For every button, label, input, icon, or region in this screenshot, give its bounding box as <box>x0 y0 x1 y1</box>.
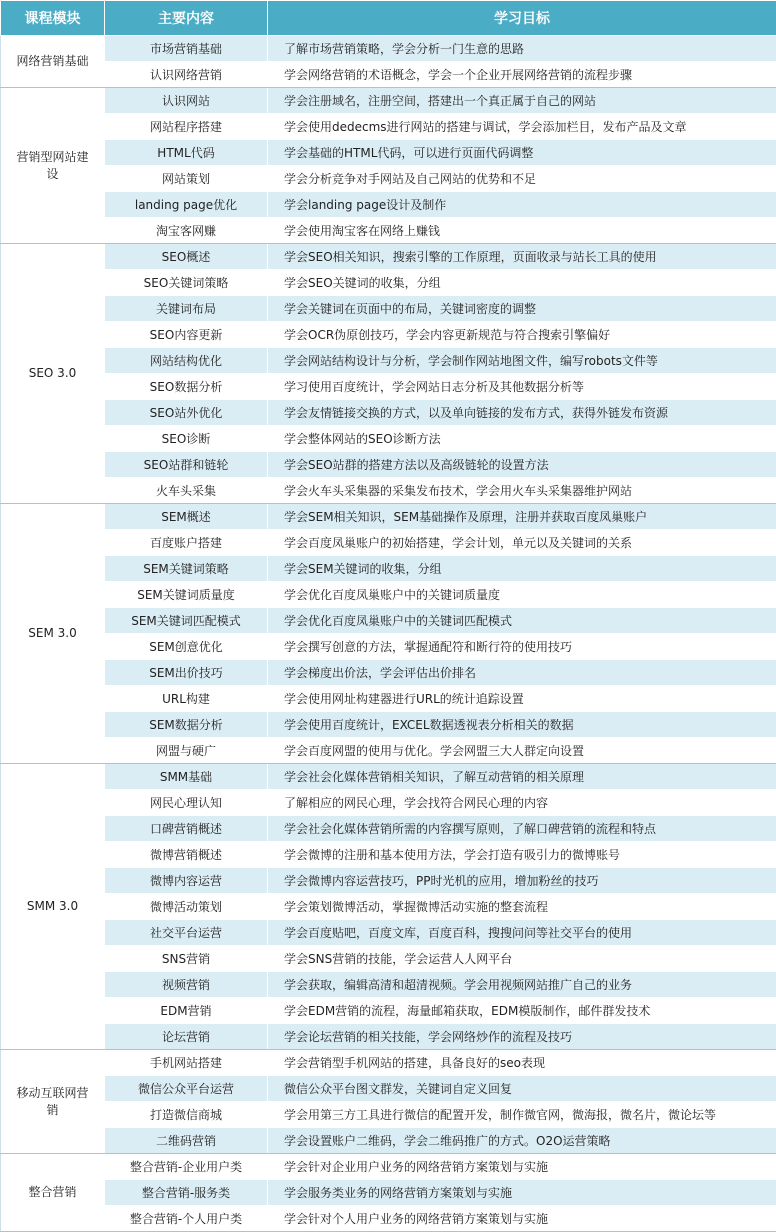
topic-cell: SEO站群和链轮 <box>105 452 268 478</box>
goal-cell: 学会分析竞争对手网站及自己网站的优势和不足 <box>268 166 776 192</box>
table-row <box>1 712 776 738</box>
table-row <box>1 894 776 920</box>
goal-cell: 学会火车头采集器的采集发布技术，学会用火车头采集器维护网站 <box>268 478 776 504</box>
topic-cell: SEO概述 <box>105 244 268 270</box>
table-row <box>1 972 776 998</box>
table-row <box>1 452 776 478</box>
topic-cell: SEM关键词匹配模式 <box>105 608 268 634</box>
topic-cell: SMM基础 <box>105 764 268 790</box>
table-row <box>1 1102 776 1128</box>
table-row <box>1 88 776 114</box>
topic-cell: 百度账户搭建 <box>105 530 268 556</box>
topic-cell: 视频营销 <box>105 972 268 998</box>
table-row <box>1 1128 776 1154</box>
goal-cell: 学会SNS营销的技能，学会运营人人网平台 <box>268 946 776 972</box>
table-row <box>1 686 776 712</box>
table-row <box>1 608 776 634</box>
goal-cell: 学会使用dedecms进行网站的搭建与调试，学会添加栏目，发布产品及文章 <box>268 114 776 140</box>
goal-cell: 学会微博的注册和基本使用方法，学会打造有吸引力的微博账号 <box>268 842 776 868</box>
goal-cell: 微信公众平台图文群发，关键词自定义回复 <box>268 1076 776 1102</box>
goal-cell: 学会注册域名，注册空间，搭建出一个真正属于自己的网站 <box>268 88 776 114</box>
topic-cell: 认识网站 <box>105 88 268 114</box>
goal-cell: 学会landing page设计及制作 <box>268 192 776 218</box>
goal-cell: 学会撰写创意的方法，掌握通配符和断行符的使用技巧 <box>268 634 776 660</box>
goal-cell: 学会友情链接交换的方式，以及单向链接的发布方式，获得外链发布资源 <box>268 400 776 426</box>
topic-cell: 口碑营销概述 <box>105 816 268 842</box>
topic-cell: 微博内容运营 <box>105 868 268 894</box>
goal-cell: 学会SEO相关知识，搜索引擎的工作原理，页面收录与站长工具的使用 <box>268 244 776 270</box>
table-row <box>1 218 776 244</box>
goal-cell: 学会营销型手机网站的搭建，具备良好的seo表现 <box>268 1050 776 1076</box>
table-row <box>1 790 776 816</box>
table-row <box>1 660 776 686</box>
goal-cell: 学会论坛营销的相关技能，学会网络炒作的流程及技巧 <box>268 1024 776 1050</box>
goal-cell: 学会针对个人用户业务的网络营销方案策划与实施 <box>268 1206 776 1232</box>
table-row <box>1 1206 776 1232</box>
topic-cell: SEM关键词质量度 <box>105 582 268 608</box>
table-row <box>1 270 776 296</box>
table-row <box>1 556 776 582</box>
table-row <box>1 1154 776 1180</box>
table-row <box>1 842 776 868</box>
module-cell: 移动互联网营销 <box>1 1050 105 1154</box>
goal-cell: 学习使用百度统计，学会网站日志分析及其他数据分析等 <box>268 374 776 400</box>
topic-cell: 整合营销-企业用户类 <box>105 1154 268 1180</box>
topic-cell: 网盟与硬广 <box>105 738 268 764</box>
goal-cell: 学会社会化媒体营销所需的内容撰写原则，了解口碑营销的流程和特点 <box>268 816 776 842</box>
table-row <box>1 192 776 218</box>
table-row <box>1 426 776 452</box>
topic-cell: URL构建 <box>105 686 268 712</box>
table-row <box>1 868 776 894</box>
topic-cell: SEO诊断 <box>105 426 268 452</box>
goal-cell: 学会SEM关键词的收集，分组 <box>268 556 776 582</box>
topic-cell: SNS营销 <box>105 946 268 972</box>
goal-cell: 学会整体网站的SEO诊断方法 <box>268 426 776 452</box>
goal-cell: 学会获取，编辑高清和超清视频。学会用视频网站推广自己的业务 <box>268 972 776 998</box>
goal-cell: 学会用第三方工具进行微信的配置开发，制作微官网，微海报，微名片，微论坛等 <box>268 1102 776 1128</box>
table-row <box>1 322 776 348</box>
goal-cell: 学会百度凤巢账户的初始搭建，学会计划，单元以及关键词的关系 <box>268 530 776 556</box>
goal-cell: 学会优化百度凤巢账户中的关键词匹配模式 <box>268 608 776 634</box>
topic-cell: 打造微信商城 <box>105 1102 268 1128</box>
table-row <box>1 764 776 790</box>
goal-cell: 了解市场营销策略，学会分析一门生意的思路 <box>268 36 776 62</box>
goal-cell: 学会使用百度统计，EXCEL数据透视表分析相关的数据 <box>268 712 776 738</box>
topic-cell: 网民心理认知 <box>105 790 268 816</box>
topic-cell: 社交平台运营 <box>105 920 268 946</box>
table-body <box>1 36 776 1232</box>
topic-cell: SEM数据分析 <box>105 712 268 738</box>
topic-cell: 淘宝客网赚 <box>105 218 268 244</box>
table-row <box>1 530 776 556</box>
table-row <box>1 296 776 322</box>
goal-cell: 学会关键词在页面中的布局，关键词密度的调整 <box>268 296 776 322</box>
table-row <box>1 400 776 426</box>
topic-cell: 微信公众平台运营 <box>105 1076 268 1102</box>
table-row <box>1 920 776 946</box>
goal-cell: 了解相应的网民心理，学会找符合网民心理的内容 <box>268 790 776 816</box>
header-module: 课程模块 <box>1 1 105 36</box>
topic-cell: 微博营销概述 <box>105 842 268 868</box>
table-row <box>1 998 776 1024</box>
goal-cell: 学会梯度出价法，学会评估出价排名 <box>268 660 776 686</box>
table-row <box>1 348 776 374</box>
topic-cell: SEO关键词策略 <box>105 270 268 296</box>
topic-cell: 整合营销-服务类 <box>105 1180 268 1206</box>
goal-cell: 学会策划微博活动，掌握微博活动实施的整套流程 <box>268 894 776 920</box>
table-row <box>1 166 776 192</box>
topic-cell: 网站策划 <box>105 166 268 192</box>
goal-cell: 学会优化百度凤巢账户中的关键词质量度 <box>268 582 776 608</box>
header-content: 主要内容 <box>105 1 268 36</box>
topic-cell: EDM营销 <box>105 998 268 1024</box>
goal-cell: 学会使用淘宝客在网络上赚钱 <box>268 218 776 244</box>
topic-cell: 整合营销-个人用户类 <box>105 1206 268 1232</box>
table-row <box>1 1180 776 1206</box>
table-row <box>1 738 776 764</box>
table-row <box>1 244 776 270</box>
table-row <box>1 582 776 608</box>
goal-cell: 学会SEM相关知识，SEM基础操作及原理，注册并获取百度凤巢账户 <box>268 504 776 530</box>
module-cell: SEM 3.0 <box>1 504 105 764</box>
topic-cell: 网站结构优化 <box>105 348 268 374</box>
goal-cell: 学会社会化媒体营销相关知识，了解互动营销的相关原理 <box>268 764 776 790</box>
table-row <box>1 504 776 530</box>
goal-cell: 学会SEO关键词的收集，分组 <box>268 270 776 296</box>
topic-cell: 二维码营销 <box>105 1128 268 1154</box>
goal-cell: 学会针对企业用户业务的网络营销方案策划与实施 <box>268 1154 776 1180</box>
goal-cell: 学会微博内容运营技巧，PP时光机的应用，增加粉丝的技巧 <box>268 868 776 894</box>
topic-cell: SEM关键词策略 <box>105 556 268 582</box>
header-goal: 学习目标 <box>268 1 776 36</box>
topic-cell: 市场营销基础 <box>105 36 268 62</box>
goal-cell: 学会使用网址构建器进行URL的统计追踪设置 <box>268 686 776 712</box>
table-row <box>1 114 776 140</box>
table-row <box>1 816 776 842</box>
goal-cell: 学会百度网盟的使用与优化。学会网盟三大人群定向设置 <box>268 738 776 764</box>
topic-cell: SEO内容更新 <box>105 322 268 348</box>
module-cell: SEO 3.0 <box>1 244 105 504</box>
module-cell: 网络营销基础 <box>1 36 105 88</box>
table-row <box>1 1024 776 1050</box>
table-row <box>1 140 776 166</box>
topic-cell: SEM创意优化 <box>105 634 268 660</box>
topic-cell: 微博活动策划 <box>105 894 268 920</box>
table-row <box>1 36 776 62</box>
goal-cell: 学会百度贴吧，百度文库，百度百科，搜搜问问等社交平台的使用 <box>268 920 776 946</box>
topic-cell: 论坛营销 <box>105 1024 268 1050</box>
table-row <box>1 374 776 400</box>
topic-cell: SEO站外优化 <box>105 400 268 426</box>
goal-cell: 学会设置账户二维码，学会二维码推广的方式。O2O运营策略 <box>268 1128 776 1154</box>
goal-cell: 学会OCR伪原创技巧，学会内容更新规范与符合搜索引擎偏好 <box>268 322 776 348</box>
table-header-row <box>1 1 776 36</box>
topic-cell: 网站程序搭建 <box>105 114 268 140</box>
goal-cell: 学会SEO站群的搭建方法以及高级链轮的设置方法 <box>268 452 776 478</box>
table-row <box>1 62 776 88</box>
module-cell: 营销型网站建设 <box>1 88 105 244</box>
goal-cell: 学会服务类业务的网络营销方案策划与实施 <box>268 1180 776 1206</box>
table-row <box>1 1050 776 1076</box>
goal-cell: 学会基础的HTML代码，可以进行页面代码调整 <box>268 140 776 166</box>
table-row <box>1 946 776 972</box>
topic-cell: SEM概述 <box>105 504 268 530</box>
topic-cell: SEM出价技巧 <box>105 660 268 686</box>
topic-cell: HTML代码 <box>105 140 268 166</box>
topic-cell: SEO数据分析 <box>105 374 268 400</box>
topic-cell: 关键词布局 <box>105 296 268 322</box>
table-row <box>1 634 776 660</box>
table-row <box>1 1076 776 1102</box>
topic-cell: 认识网络营销 <box>105 62 268 88</box>
topic-cell: landing page优化 <box>105 192 268 218</box>
goal-cell: 学会网络营销的术语概念，学会一个企业开展网络营销的流程步骤 <box>268 62 776 88</box>
topic-cell: 手机网站搭建 <box>105 1050 268 1076</box>
topic-cell: 火车头采集 <box>105 478 268 504</box>
table-row <box>1 478 776 504</box>
module-cell: SMM 3.0 <box>1 764 105 1050</box>
module-cell: 整合营销 <box>1 1154 105 1232</box>
goal-cell: 学会网站结构设计与分析，学会制作网站地图文件，编写robots文件等 <box>268 348 776 374</box>
goal-cell: 学会EDM营销的流程，海量邮箱获取，EDM模版制作，邮件群发技术 <box>268 998 776 1024</box>
